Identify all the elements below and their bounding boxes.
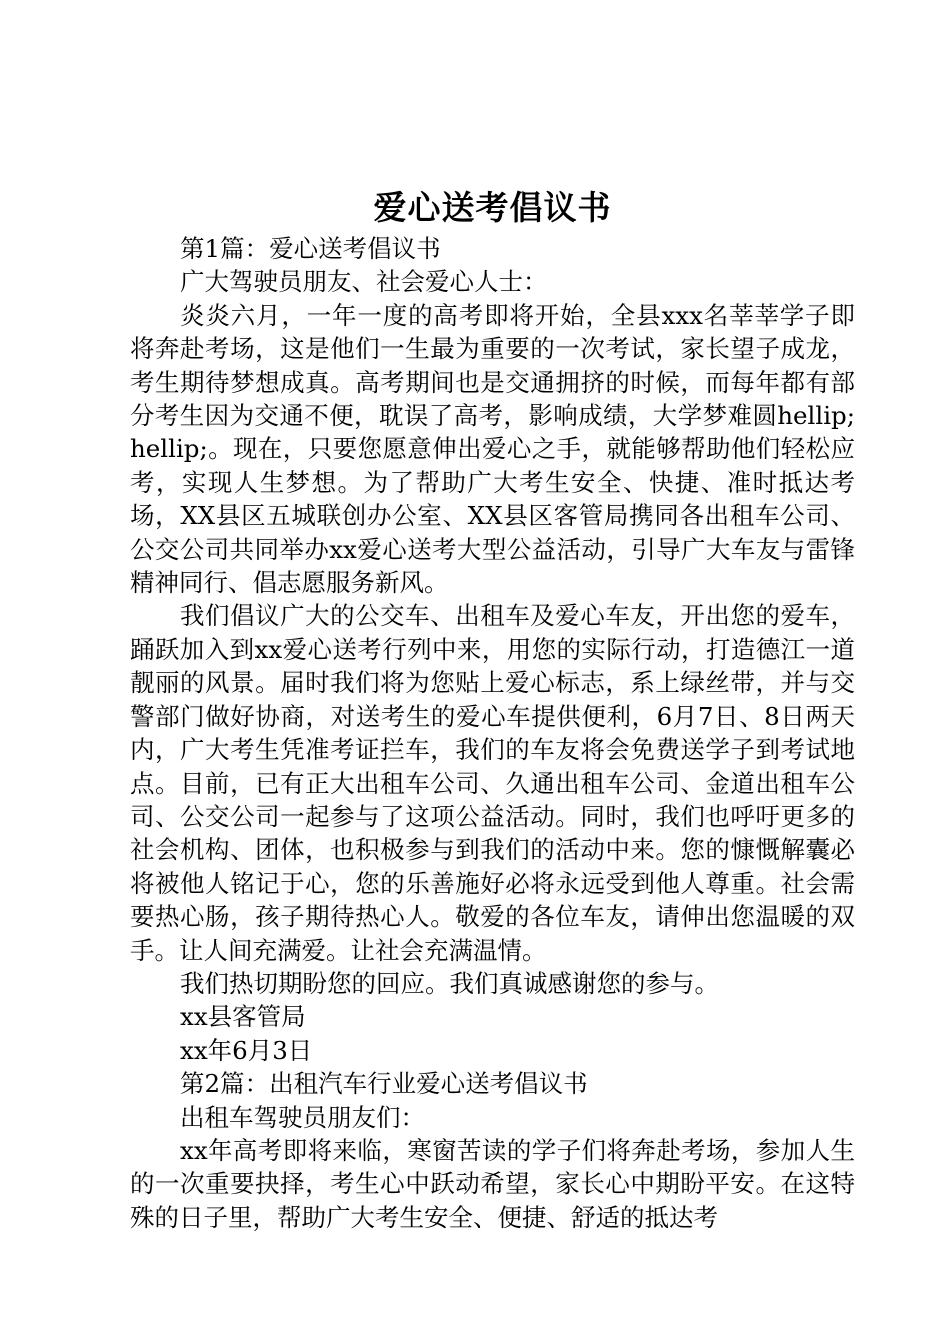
- body-paragraph: 我们倡议广大的公交车、出租车及爱心车友，开出您的爱车，踊跃加入到xx爱心送考行列中来，用您的实际行动，打造德江一道靓丽的风景。届时我们将为您贴上爱心标志，系上绿丝带，并与交警部门做好协商，对送考生的爱心车提供便利，6月7日、8日两天内，广大考生凭准考证拦车，我们的车友将会免费送学子到考试地点。目前，已有正大出租车公司、久通出租车公司、金道出租车公司、公交公司一起参与了这项公益活动。同时，我们也呼吁更多的社会机构、团体，也积极参与到我们的活动中来。您的慷慨解囊必将被他人铭记于心，您的乐善施好必将永远受到他人尊重。社会需要热心肠，孩子期待热心人。敬爱的各位车友，请伸出您温暖的双手。让人间充满爱。让社会充满温情。: [130, 601, 855, 965]
- section-heading-2: 第2篇：出租汽车行业爱心送考倡议书: [180, 1069, 588, 1099]
- signature-date: xx年6月3日: [180, 1035, 313, 1065]
- salutation-2: 出租车驾驶员朋友们：: [180, 1102, 425, 1132]
- closing-line: 我们热切期盼您的回应。我们真诚感谢您的参与。: [180, 968, 719, 998]
- section-heading-1: 第1篇：爱心送考倡议书: [180, 234, 441, 263]
- document-title: 爱心送考倡议书: [373, 188, 612, 227]
- body-paragraph: xx年高考即将来临，寒窗苦读的学子们将奔赴考场，参加人生的一次重要抉择，考生心中跃动希望，家长心中期盼平安。在这特殊的日子里，帮助广大考生安全、便捷、舒适的抵达考: [130, 1135, 855, 1232]
- body-paragraph: 炎炎六月，一年一度的高考即将开始，全县xxx名莘莘学子即将奔赴考场，这是他们一生最为重要的一次考试，家长望子成龙，考生期待梦想成真。高考期间也是交通拥挤的时候，而每年都有部分考生因为交通不便，耽误了高考，影响成绩，大学梦难圆hellip;hellip;。现在，只要您愿意伸出爱心之手，就能够帮助他们轻松应考，实现人生梦想。为了帮助广大考生安全、快捷、准时抵达考场，XX县区五城联创办公室、XX县区客管局携同各出租车公司、公交公司共同举办xx爱心送考大型公益活动，引导广大车友与雷锋精神同行、倡志愿服务新风。: [130, 300, 855, 598]
- signature-org: xx县客管局: [180, 1002, 306, 1032]
- salutation-1: 广大驾驶员朋友、社会爱心人士：: [180, 267, 548, 297]
- document-page: [130, 186, 855, 1234]
